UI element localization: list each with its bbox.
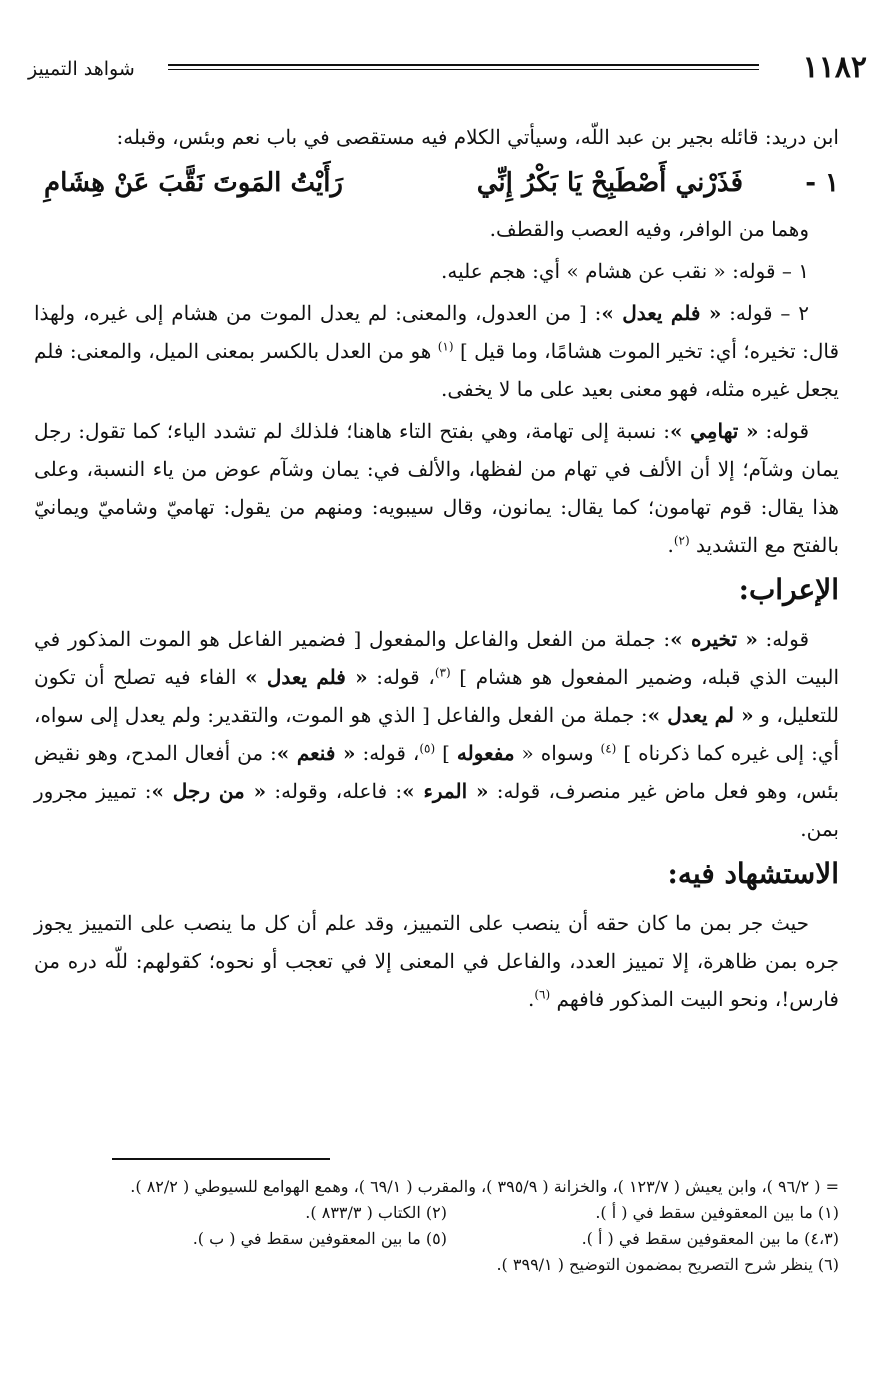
footnote-continuation: = ( ٩٦/٢ )، وابن يعيش ( ١٢٣/٧ )، والخزانة ( ٣٩٥/٩ )، والمقرب ( ٦٩/١ )، وهمع الهوامع للسيوطي ( ٨٢/٢ ). <box>130 1177 839 1196</box>
irab-text: : جملة من الفعل والفاعل [ الذي هو الموت، والتقدير: ولم يعدل إلى سواه، أي: إلى غيره كما ذكرناه ] <box>34 703 840 765</box>
irab-term: مفعوله <box>456 741 515 765</box>
footnote-5: (٥) ما بين المعقوفين سقط في ( ب ). <box>192 1229 447 1248</box>
note-3-term: « تهامِي » <box>669 419 759 443</box>
note-2-text-a: : [ من العدول، والمعنى: لم يعدل الموت من هشام إلى غيره، ولهذا قال: تخيره؛ أي: تخير الموت هشامًا، وما قيل ] <box>34 301 839 363</box>
note-1: ١ – قوله: « نقب عن هشام » أي: هجم عليه. <box>441 259 809 283</box>
irab-text: ، قوله: <box>355 741 420 765</box>
footnote-row <box>34 1226 839 1252</box>
verse-number: ١ - <box>805 168 839 198</box>
page-header <box>28 48 867 88</box>
irab-term: « من رجل » <box>151 779 267 803</box>
meter-line: وهما من الوافر، وفيه العصب والقطف. <box>489 217 809 241</box>
irab-term: « تخيره » <box>670 627 758 651</box>
header-rule <box>168 64 759 70</box>
footnote-ref-1: (١) <box>437 339 454 354</box>
irab-text: : جملة من الفعل والفاعل والمفعول [ فضمير الفاعل هو الموت المذكور في البيت الذي قبله، وضمير المفعول هو هشام ] <box>34 627 840 689</box>
irab-term: « فلم يعدل » <box>245 665 368 689</box>
note-2-text-b: هو من العدل بالكسر بمعنى الميل، والمعنى: فلم يجعل غيره مثله، فهو معنى بعيد على ما لا يخفى. <box>34 339 839 401</box>
irab-term: « فنعم » <box>276 741 356 765</box>
irab-term: « لم يعدل » <box>647 703 754 727</box>
irab-text: ] <box>442 741 457 765</box>
irab-text: : فاعله، وقوله: <box>266 779 403 803</box>
irab-text: ، قوله: <box>367 665 435 689</box>
footnote-separator <box>112 1158 330 1160</box>
main-text <box>34 118 839 1022</box>
section-heading-irab: الإعراب: <box>738 573 839 606</box>
note-3-end: . <box>667 533 674 557</box>
note-2 <box>34 294 839 408</box>
verse-hemistich-first: فَذَرْني أَصْطَبِحْ يَا بَكْرُ إِنِّي <box>476 168 743 198</box>
note-2-lead: ٢ – قوله: <box>721 301 809 325</box>
section-heading-istishhad: الاستشهاد فيه: <box>667 857 839 890</box>
note-3 <box>34 412 839 564</box>
footnote-ref-3: (٣) <box>434 665 451 680</box>
page-number: ١١٨٢ <box>802 50 867 85</box>
footnote-6: (٦) ينظر شرح التصريح بمضمون التوضيح ( ٣٩٩/١ ). <box>496 1255 839 1274</box>
istishhad-end: . <box>528 987 535 1011</box>
footnotes <box>34 1174 839 1278</box>
footnote-1: (١) ما بين المعقوفين سقط في ( أ ). <box>595 1203 839 1222</box>
verse-hemistich-second: رَأَيْتُ المَوتَ نَقَّبَ عَنْ هِشَامِ <box>44 168 343 198</box>
irab-text: الفاء فيه تصلح أن تكون للتعليل، و <box>34 665 840 727</box>
footnote-ref-6: (٦) <box>534 987 551 1002</box>
irab-text: : تمييز مجرور بمن. <box>34 779 839 841</box>
footnote-ref-5: (٥) <box>419 741 436 756</box>
note-3-lead: قوله: <box>758 419 810 443</box>
irab-text: : من أفعال المدح، وهو نقيض بئس، وهو فعل ماض غير منصرف، قوله: <box>34 741 840 803</box>
istishhad-paragraph <box>34 904 839 1018</box>
note-2-term: « فلم يعدل » <box>601 301 722 325</box>
irab-text: وسواه « <box>514 741 601 765</box>
footnote-3-4: (٤،٣) ما بين المعقوفين سقط في ( أ ). <box>581 1229 839 1248</box>
irab-paragraph <box>34 620 839 848</box>
running-title: شواهد التمييز <box>28 58 135 80</box>
irab-text: قوله: <box>757 627 810 651</box>
footnote-row <box>34 1200 839 1226</box>
irab-term: « المرء » <box>402 779 489 803</box>
intro-paragraph: ابن دريد: قائله بجير بن عبد اللّه، وسيأتي الكلام فيه مستقصى في باب نعم وبئس، وقبله: <box>116 125 839 149</box>
poetry-verse <box>34 160 839 206</box>
istishhad-text: حيث جر بمن ما كان حقه أن ينصب على التمييز، وقد علم أن كل ما ينصب على التمييز يجوز جره بمن ظاهرة، إلا تمييز العدد، والفاعل في المعنى إلا في تعجب أو نحوه؛ كقولهم: للّه دره من فارس!، ونحو البيت المذكور فافهم <box>34 911 839 1011</box>
footnote-ref-4: (٤) <box>600 741 617 756</box>
footnote-2: (٢) الكتاب ( ٨٣٣/٣ ). <box>305 1203 447 1222</box>
note-3-text: : نسبة إلى تهامة، وهي بفتح التاء هاهنا؛ فلذلك لم تشدد الياء؛ كما تقول: رجل يمان وشآم؛ إلا أن الألف في تهام من لفظها، والألف في: يمان وشآم عوض من ياء النسبة، وعلى هذا يقال: قوم تهامون؛ كما يقال: يمانون، وقال سيبويه: ومنهم من يقول: تهاميّ وشاميّ ويمانيّ بالفتح مع التشديد <box>34 419 839 557</box>
footnote-ref-2: (٢) <box>673 533 690 548</box>
